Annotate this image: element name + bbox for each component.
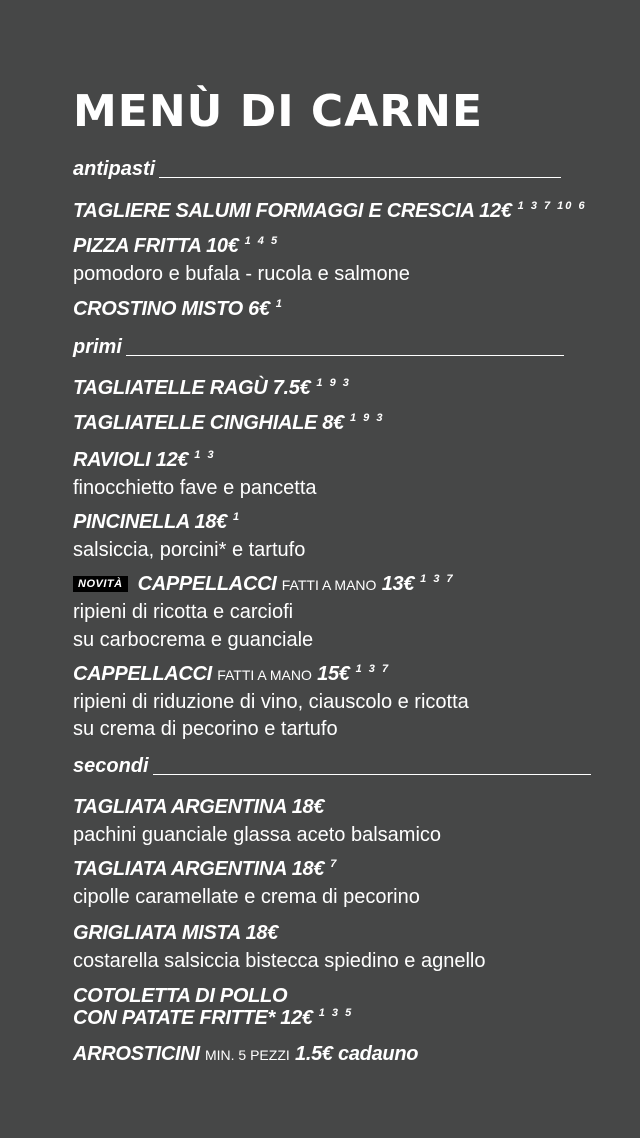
dish-ravioli (73, 449, 216, 472)
dish-name: TAGLIATELLE RAGÙ 7.5€ (73, 377, 311, 399)
allergens: 1 3 7 (420, 573, 455, 586)
section-antipasti (73, 158, 561, 181)
allergens: 1 (232, 511, 242, 524)
dish-grigliata (73, 922, 278, 945)
dish-pincinella (73, 511, 241, 534)
dish-tagliatelle-cinghiale (73, 412, 384, 435)
dish-name: ARROSTICINI (73, 1043, 200, 1065)
allergens: 7 (330, 858, 339, 871)
dish-description: finocchietto fave e pancetta (73, 477, 317, 499)
dish-name: TAGLIERE SALUMI FORMAGGI E CRESCIA 12€ (73, 200, 512, 222)
dish-name: CAPPELLACCI (137, 573, 277, 595)
dish-price: 15€ (317, 663, 350, 685)
section-rule (153, 774, 591, 775)
section-secondi (73, 755, 591, 778)
allergens: 1 3 5 (318, 1007, 354, 1020)
section-label: secondi (73, 755, 149, 777)
allergens: 1 9 3 (316, 377, 351, 390)
section-label: antipasti (73, 158, 156, 180)
allergens: 1 4 5 (244, 235, 280, 248)
dish-name: CAPPELLACCI (73, 663, 212, 685)
dish-tagliatelle-ragu (73, 377, 351, 400)
dish-name: TAGLIATA ARGENTINA 18€ (73, 796, 325, 818)
dish-pizza-fritta (73, 235, 279, 258)
section-label: primi (73, 336, 122, 358)
dish-note: MIN. 5 PEZZI (204, 1047, 290, 1063)
dish-description: cipolle caramellate e crema di pecorino (73, 886, 420, 908)
dish-description: ripieni di riduzione di vino, ciauscolo e ricotta (73, 691, 469, 713)
dish-name: RAVIOLI 12€ (73, 449, 189, 471)
dish-crostino (73, 298, 284, 321)
dish-description: costarella salsiccia bistecca spiedino e agnello (73, 950, 486, 972)
section-rule (159, 177, 561, 178)
dish-name: CROSTINO MISTO 6€ (73, 298, 270, 320)
dish-cotoletta-line1 (73, 985, 287, 1008)
allergens: 1 3 7 10 6 (517, 200, 587, 213)
dish-description: su crema di pecorino e tartufo (73, 718, 338, 740)
dish-name: TAGLIATELLE CINGHIALE 8€ (73, 412, 344, 434)
dish-name: PIZZA FRITTA 10€ (73, 235, 239, 257)
new-badge: NOVITÀ (73, 576, 128, 592)
dish-cotoletta-line2 (73, 1007, 353, 1030)
dish-name: GRIGLIATA MISTA 18€ (73, 922, 279, 944)
allergens: 1 (275, 298, 284, 311)
dish-note: FATTI A MANO (217, 667, 312, 683)
dish-description: pachini guanciale glassa aceto balsamico (73, 824, 442, 846)
dish-description: pomodoro e bufala - rucola e salmone (73, 263, 410, 285)
section-rule (126, 355, 564, 356)
dish-name: PINCINELLA 18€ (73, 511, 227, 533)
dish-price: 13€ (381, 573, 415, 595)
dish-description: su carbocrema e guanciale (73, 629, 314, 651)
dish-arrosticini (73, 1043, 418, 1066)
dish-cappellacci-vino (73, 663, 390, 686)
dish-cappellacci-carciofi (73, 573, 455, 596)
allergens: 1 3 (194, 449, 216, 462)
dish-note: FATTI A MANO (281, 577, 377, 593)
allergens: 1 9 3 (349, 412, 385, 425)
dish-name: CON PATATE FRITTE* 12€ (73, 1007, 313, 1029)
allergens: 1 3 7 (355, 663, 391, 676)
dish-price: 1.5€ cadauno (295, 1043, 419, 1065)
dish-tagliata-pecorino (73, 858, 338, 881)
dish-name: COTOLETTA DI POLLO (73, 985, 288, 1007)
dish-tagliere (73, 200, 587, 223)
dish-description: salsiccia, porcini* e tartufo (73, 539, 306, 561)
section-primi (73, 336, 564, 359)
page-title: MENÙ DI CARNE (73, 86, 484, 137)
dish-name: TAGLIATA ARGENTINA 18€ (73, 858, 325, 880)
dish-description: ripieni di ricotta e carciofi (73, 601, 294, 623)
dish-tagliata-balsamico (73, 796, 324, 819)
